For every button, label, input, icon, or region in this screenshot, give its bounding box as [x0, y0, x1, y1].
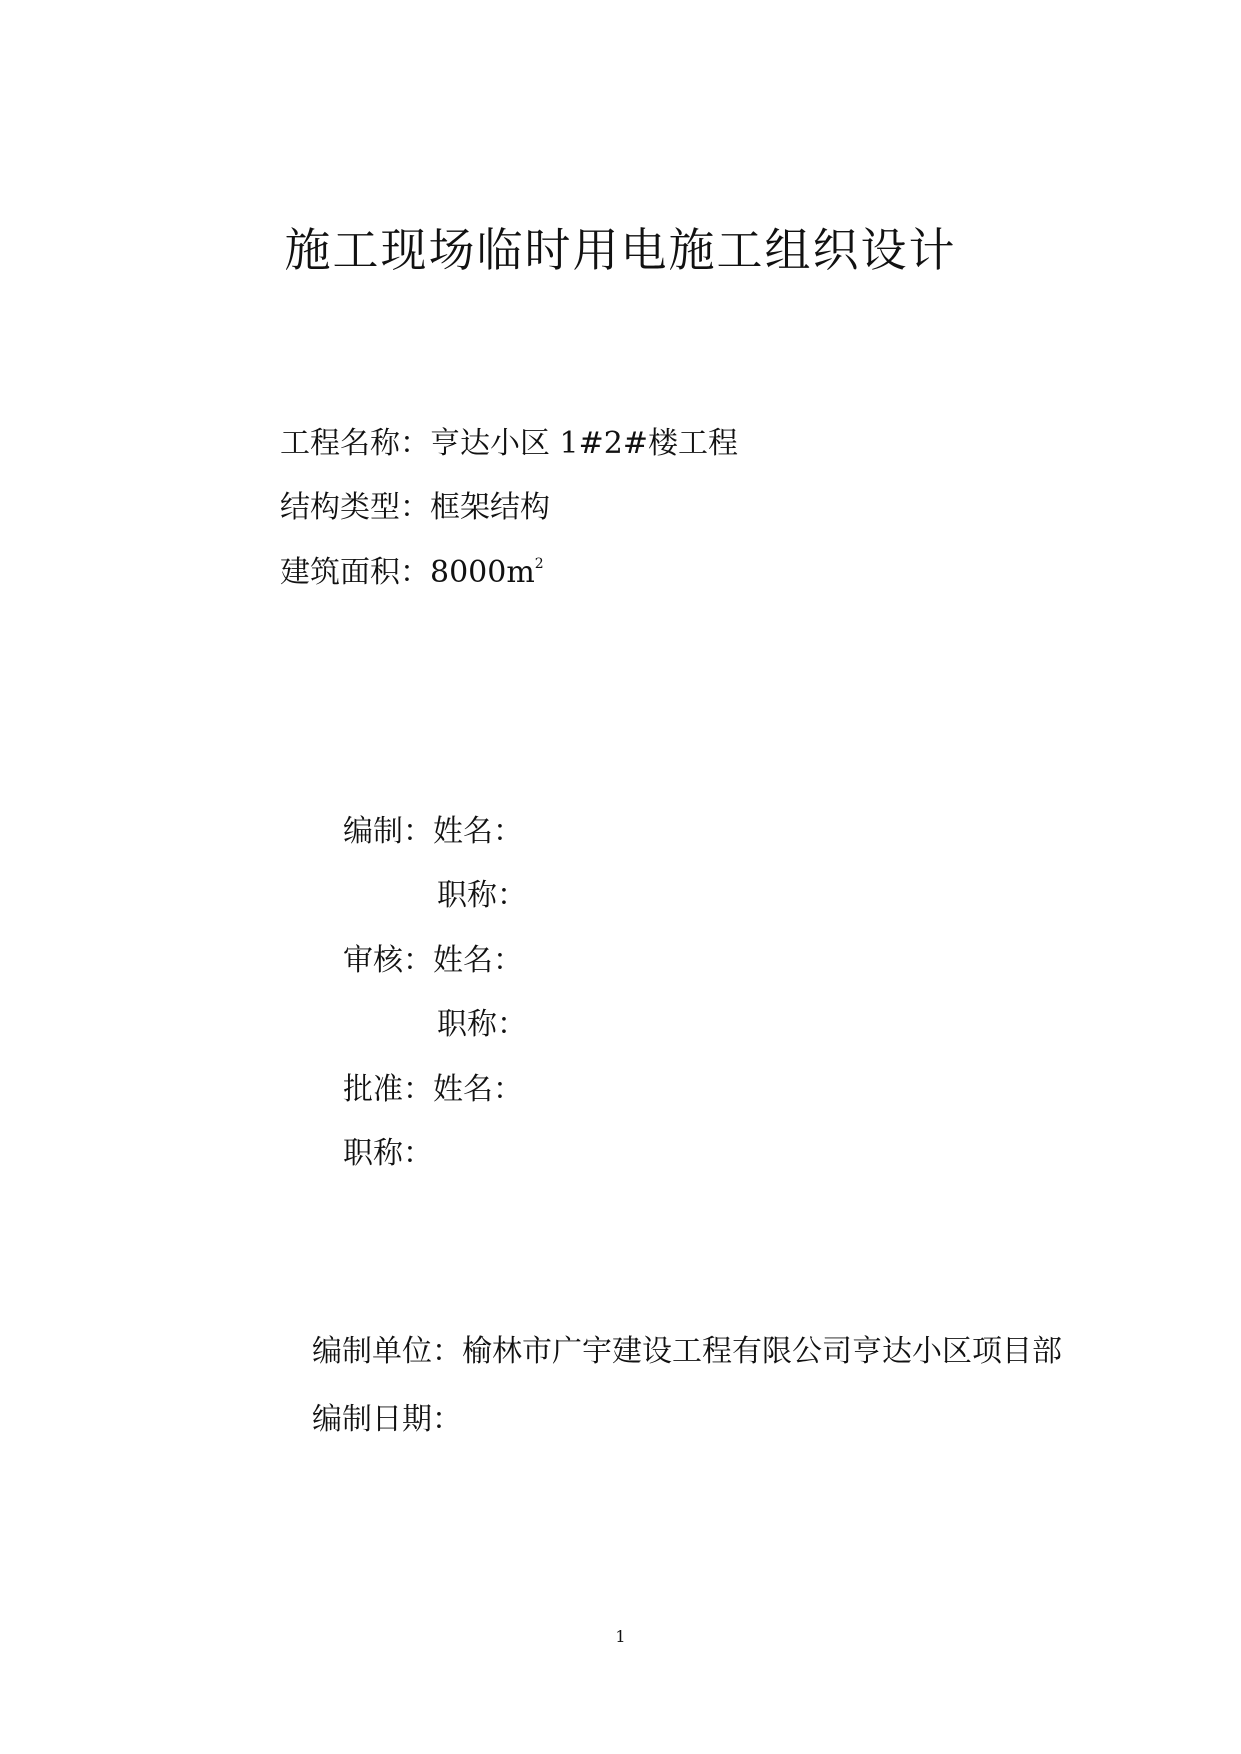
- reviewer-name-row: [343, 941, 523, 981]
- compile-unit-row: [312, 1332, 1062, 1372]
- compiler-title-label: 职称：: [437, 878, 527, 913]
- compiler-name-row: [343, 812, 523, 852]
- compiler-label: 编制：: [343, 814, 433, 849]
- approver-name-row: [343, 1070, 523, 1110]
- project-name-label: 工程名称：: [280, 426, 430, 461]
- approver-label: 批准：: [343, 1072, 433, 1107]
- compile-date-label: 编制日期：: [312, 1402, 462, 1437]
- structure-type-row: [280, 488, 550, 528]
- project-name-row: [280, 424, 738, 464]
- reviewer-label: 审核：: [343, 943, 433, 978]
- compiler-title-row: [437, 876, 527, 916]
- document-title: 施工现场临时用电施工组织设计: [284, 223, 957, 277]
- approver-title-label: 职称：: [343, 1136, 433, 1171]
- building-area-row: [280, 553, 544, 593]
- reviewer-name-label: 姓名：: [433, 943, 523, 978]
- structure-type-label: 结构类型：: [280, 490, 430, 525]
- reviewer-title-row: [437, 1005, 527, 1045]
- compile-date-row: [312, 1400, 462, 1440]
- page-number: 1: [615, 1627, 626, 1646]
- building-area-value: 8000m: [430, 555, 535, 590]
- project-name-value: 亨达小区 1#2#楼工程: [430, 426, 738, 461]
- approver-name-label: 姓名：: [433, 1072, 523, 1107]
- area-unit-superscript: 2: [534, 556, 544, 572]
- compile-unit-label: 编制单位：: [312, 1334, 462, 1369]
- compile-unit-value: 榆林市广宇建设工程有限公司亨达小区项目部: [462, 1334, 1062, 1369]
- structure-type-value: 框架结构: [430, 490, 550, 525]
- compiler-name-label: 姓名：: [433, 814, 523, 849]
- reviewer-title-label: 职称：: [437, 1007, 527, 1042]
- approver-title-row: [343, 1134, 433, 1174]
- building-area-label: 建筑面积：: [280, 555, 430, 590]
